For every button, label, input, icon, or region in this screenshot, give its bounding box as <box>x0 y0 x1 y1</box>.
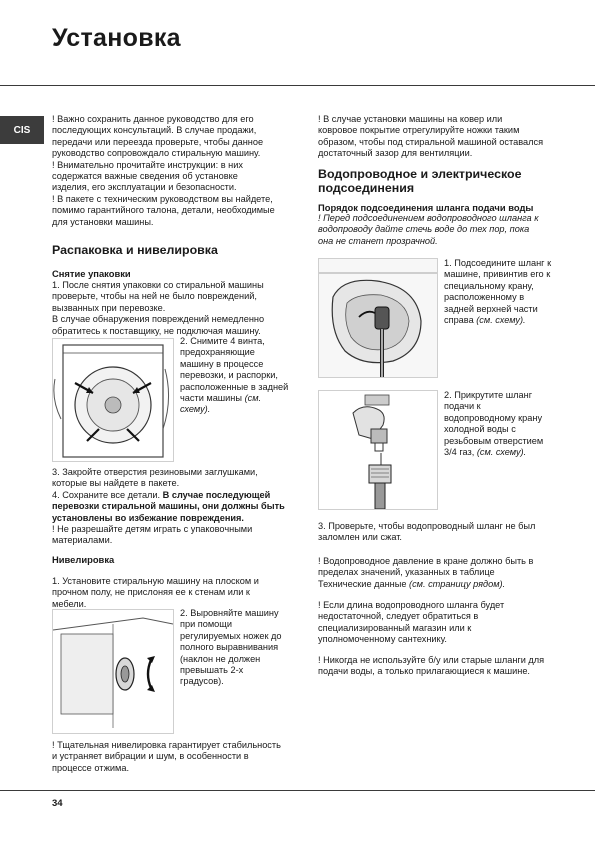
removal-heading: Снятие упаковки <box>52 268 131 279</box>
hose-step-3: 3. Проверьте, чтобы водопроводный шланг не был заломлен или сжат. <box>318 521 536 543</box>
leveling-feet-figure <box>52 609 174 734</box>
hose-length-note: ! Если длина водопроводного шланга будет недостаточной, следует обратиться в специализированный магазин или к уполномоченному сантехнику. <box>318 600 505 645</box>
water-heading: Водопроводное и электрическое подсоединения <box>318 167 522 195</box>
old-hose-warning: ! Никогда не используйте б/у или старые шланги для подачи воды, а только прилагающиеся к машине. <box>318 655 545 677</box>
hose-step-2: 2. Прикрутите шланг подачи к водопроводному крану холодной воды с резьбовым отверстием 3/4 газ, (см. схему). <box>444 390 544 458</box>
carpet-note: ! В случае установки машины на ковер или ковровое покрытие отрегулируйте ножки таким образом, чтобы под стиральной машиной оставался достаточный зазор для вентиляции. <box>318 114 544 159</box>
hose-heading: Порядок подсоединения шланга подачи воды <box>318 202 534 213</box>
hose-note: ! Перед подсоединением водопроводного шланга к водопроводу дайте стечь воде до тех пор, пока она не станет прозрачной. <box>318 213 539 246</box>
washer-back-figure <box>52 338 174 462</box>
hose-step-1: 1. Подсоедините шланг к машине, привинтив его к специальному крану, расположенному в задней верхней части справа (см. схему). <box>444 258 552 326</box>
level-step-1: 1. Установите стиральную машину на плоском и прочном полу, не прислоняя ее к стенам или к мебели. <box>52 576 259 609</box>
header-rule <box>0 85 595 86</box>
removal-step-1: 1. После снятия упаковки со стиральной машины проверьте, чтобы на ней не было повреждений, вызванных при перевозке. В случае обнаружения повреждений немедленно обратитесь к поставщику, не подключая машину. <box>52 280 265 336</box>
tap-connection-figure <box>318 390 438 510</box>
removal-steps-3-5: 3. Закройте отверстия резиновыми заглушками, которые вы найдете в пакете. 4. Сохраните все детали. В случае последующей перевозки стиральной машины, они должны быть установлены во избежание повреждения. ! Не разрешайте детям играть с упаковочными материалами. <box>52 467 285 546</box>
level-step-3: ! Тщательная нивелировка гарантирует стабильность и устраняет вибрации и шум, в особенности в процессе отжима. <box>52 740 281 773</box>
removal-step-2: 2. Снимите 4 винта, предохраняющие машину в процессе перевозки, и распорки, расположенные в задней части машины (см. схему). <box>180 336 289 415</box>
footer-rule <box>0 790 595 791</box>
page-number: 34 <box>52 798 63 809</box>
level-heading: Нивелировка <box>52 554 115 565</box>
pressure-note: ! Водопроводное давление в кране должно быть в пределах значений, указанных в таблице Технические данные (см. страницу рядом). <box>318 556 534 589</box>
unpack-heading: Распаковка и нивелировка <box>52 243 218 257</box>
intro-text: ! Важно сохранить данное руководство для его последующих консультаций. В случае продажи, передачи или переезда проверьте, чтобы данное руководство сопровождало стиральную машину. ! Внимательно прочитайте инструкции: в них содержатся важные сведения об установке изделия, его эксплуатации и безопасности. ! В пакете с техническим руководством вы найдете, помимо гарантийного талона, детали, необходимые для установки машины. <box>52 114 275 227</box>
page-title: Установка <box>52 24 181 52</box>
level-step-2: 2. Выровняйте машину при помощи регулируемых ножек до полного выравнивания (наклон не должен превышать 2-х градусов). <box>180 608 282 687</box>
language-tab: CIS <box>0 116 44 144</box>
hose-machine-figure <box>318 258 438 378</box>
